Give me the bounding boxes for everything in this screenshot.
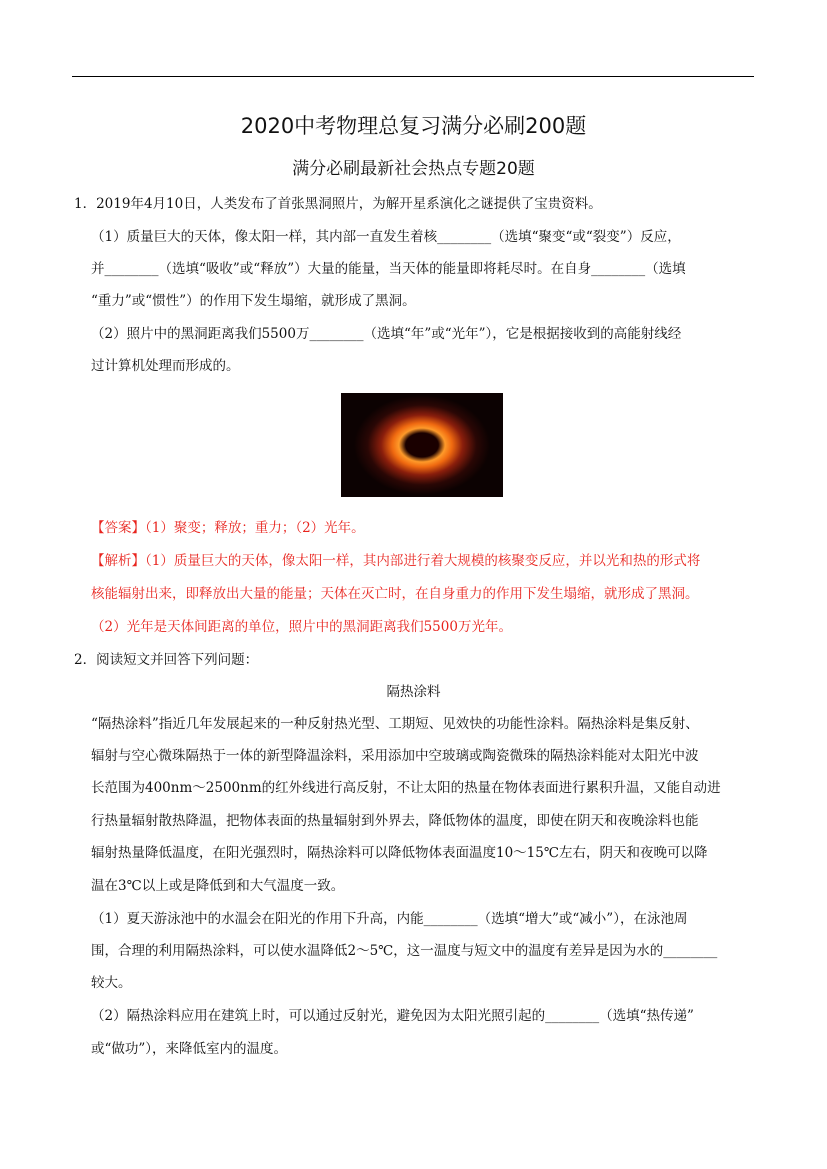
question-1-part-2-line-1: （2）照片中的黑洞距离我们5500万________（选填“年”或“光年”），它是根据接收到的高能射线经: [91, 326, 682, 342]
passage-title: 隔热涂料: [386, 684, 441, 700]
passage-line-1: “隔热涂料”指近几年发展起来的一种反射热光型、工期短、见效快的功能性涂料。隔热涂料是集反射、: [91, 716, 699, 732]
header-rule: [72, 76, 754, 77]
page-title: 2020中考物理总复习满分必刷200题: [240, 114, 587, 138]
question-1-analysis-line-3: （2）光年是天体间距离的单位，照片中的黑洞距离我们5500万光年。: [91, 619, 512, 635]
question-2-part-1-line-2: 围，合理的利用隔热涂料，可以使水温降低2～5℃，这一温度与短文中的温度有差异是因为水的________: [91, 943, 718, 959]
question-1-part-1-line-2: 并________（选填“吸收”或“释放”）大量的能量，当天体的能量即将耗尽时。在自身________（选填: [91, 261, 686, 277]
passage-line-3: 长范围为400nm～2500nm的红外线进行高反射，不让太阳的热量在物体表面进行累积升温，又能自动进: [91, 780, 721, 796]
passage-line-2: 辐射与空心微珠隔热于一体的新型降温涂料，采用添加中空玻璃或陶瓷微珠的隔热涂料能对太阳光中波: [91, 748, 699, 764]
question-2-part-1-line-3: 较大。: [91, 975, 132, 991]
passage-line-6: 温在3℃以上或是降低到和大气温度一致。: [91, 878, 345, 894]
page-subtitle: 满分必刷最新社会热点专题20题: [292, 159, 535, 179]
question-1-analysis-line-1: 【解析】（1）质量巨大的天体，像太阳一样，其内部进行着大规模的核聚变反应，并以光和热的形式将: [91, 553, 701, 569]
question-1-part-1-line-3: “重力”或“惯性”）的作用下发生塌缩，就形成了黑洞。: [91, 293, 416, 309]
question-1-analysis-line-2: 核能辐射出来，即释放出大量的能量；天体在灭亡时，在自身重力的作用下发生塌缩，就形成了黑洞。: [91, 586, 699, 602]
question-1-part-2-line-2: 过计算机处理而形成的。: [91, 358, 240, 374]
question-1-stem: 1．2019年4月10日，人类发布了首张黑洞照片，为解开星系演化之谜提供了宝贵资料。: [74, 196, 602, 212]
question-2-stem: 2．阅读短文并回答下列问题：: [74, 652, 259, 668]
question-1-answer: 【答案】（1）聚变；释放；重力；（2）光年。: [91, 520, 365, 536]
black-hole-photo: [341, 393, 503, 497]
question-1-part-1-line-1: （1）质量巨大的天体，像太阳一样，其内部一直发生着核________（选填“聚变“或“裂变”）反应，: [91, 229, 681, 245]
question-2-part-1-line-1: （1）夏天游泳池中的水温会在阳光的作用下升高，内能________（选填“增大”或“减小”），在泳池周: [91, 911, 688, 927]
passage-line-5: 辐射热量降低温度，在阳光强烈时，隔热涂料可以降低物体表面温度10～15℃左右，阴天和夜晚可以降: [91, 845, 708, 861]
question-2-part-2-line-1: （2）隔热涂料应用在建筑上时，可以通过反射光，避免因为太阳光照引起的________（选填“热传递”: [91, 1008, 694, 1024]
question-2-part-2-line-2: 或“做功”），来降低室内的温度。: [91, 1041, 288, 1057]
passage-line-4: 行热量辐射散热降温，把物体表面的热量辐射到外界去，降低物体的温度，即使在阴天和夜晚涂料也能: [91, 813, 699, 829]
